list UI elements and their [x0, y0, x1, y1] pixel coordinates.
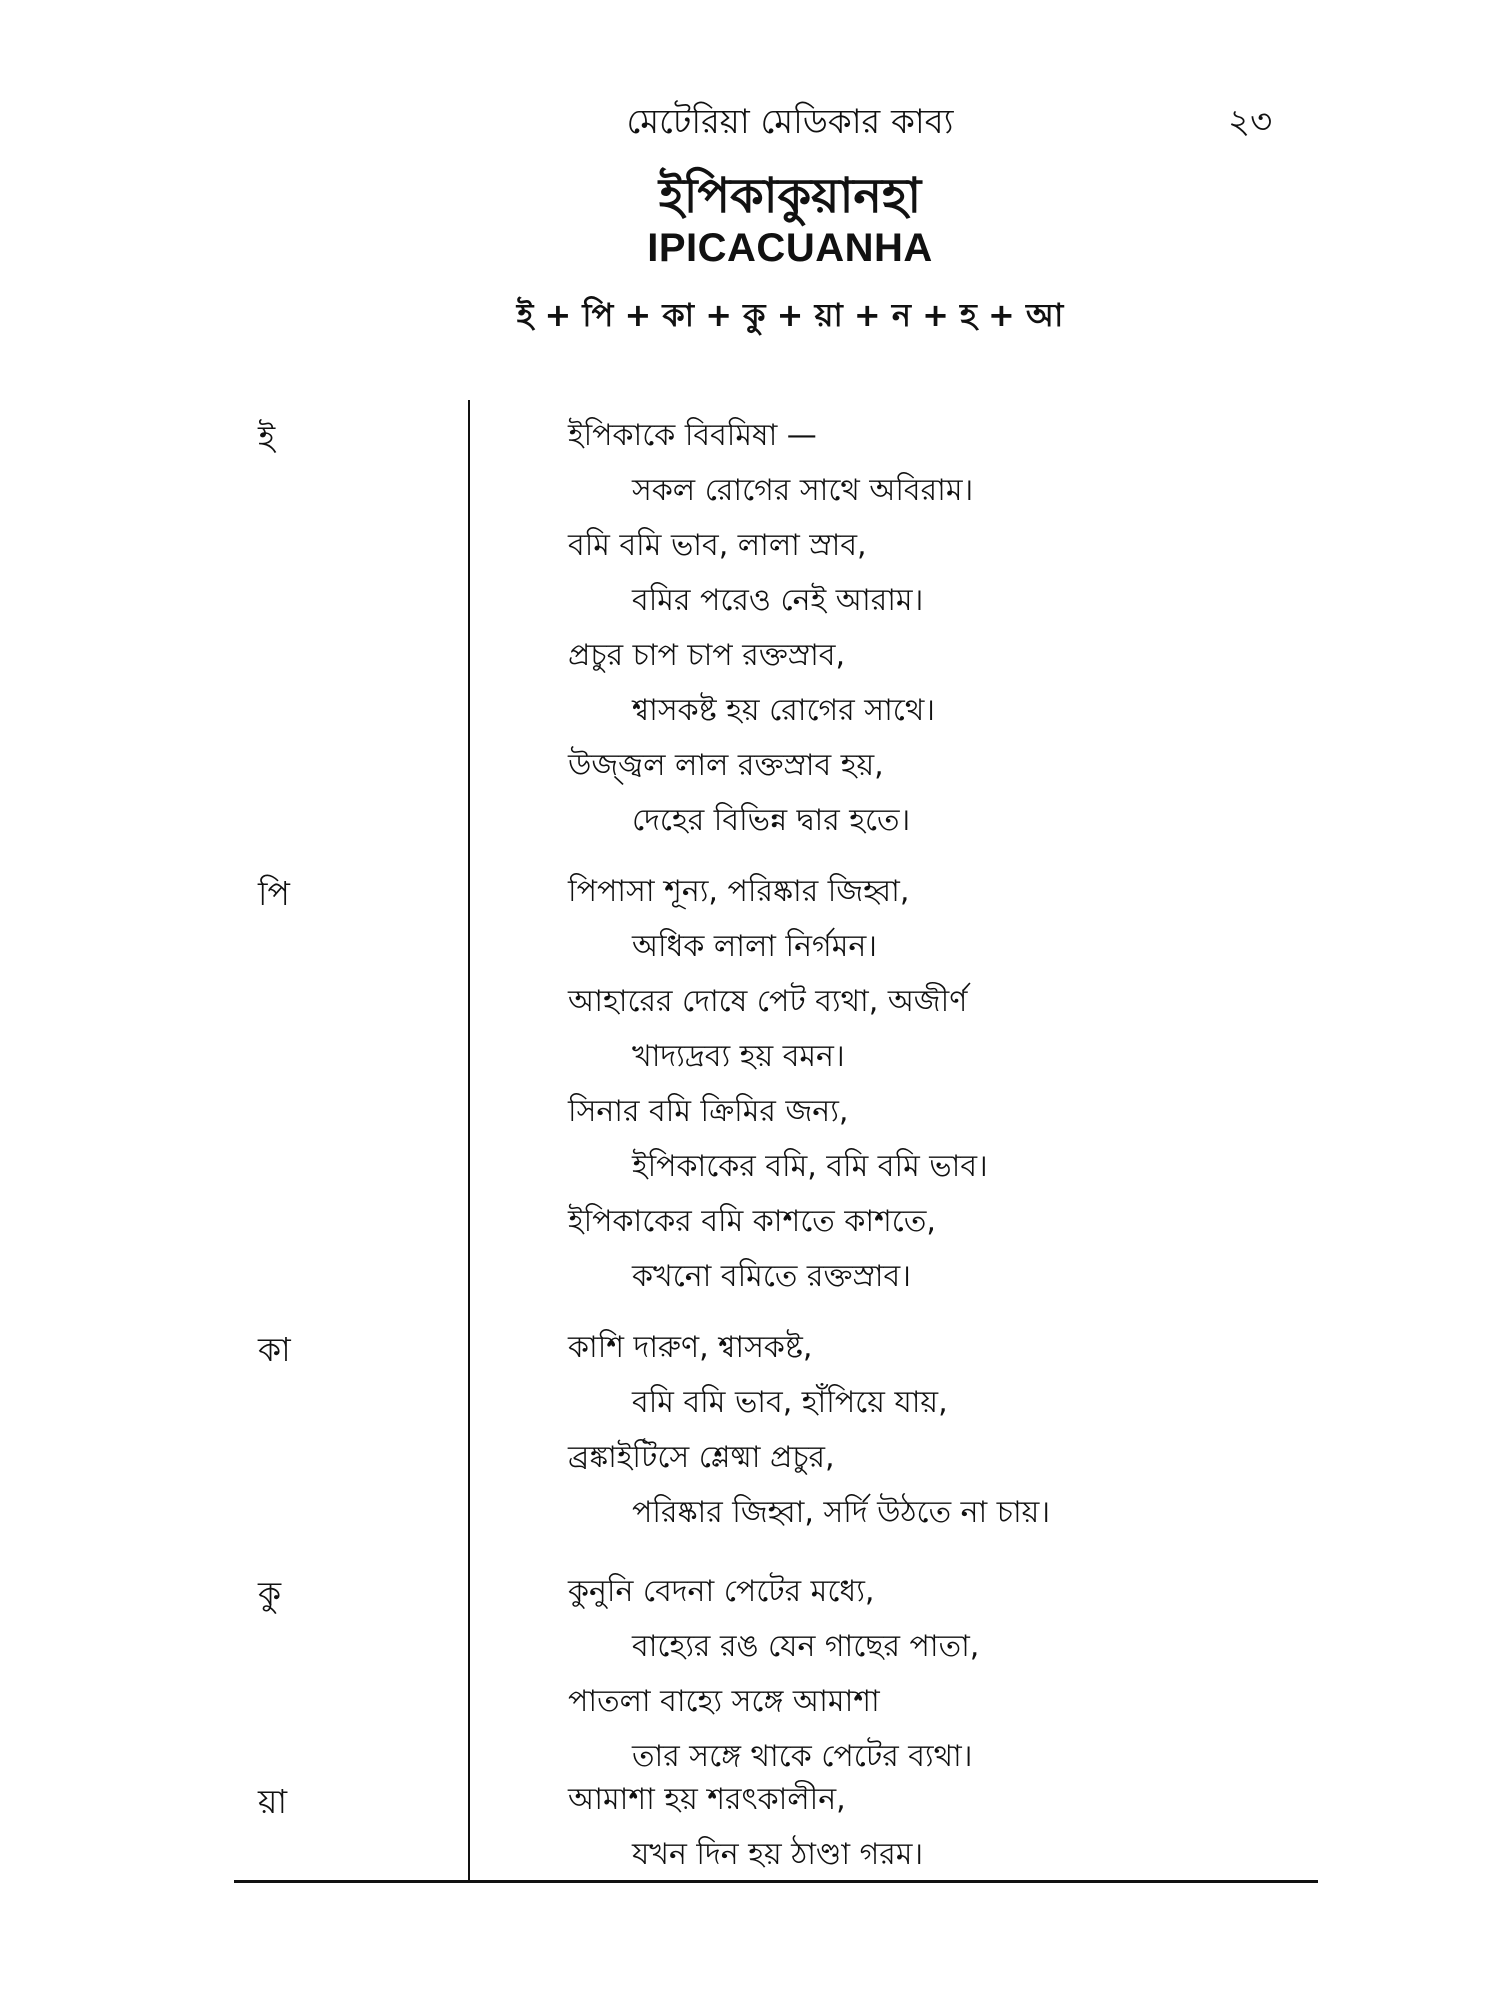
poem-line: খাদ্যদ্রব্য হয় বমন।: [632, 1039, 845, 1074]
letter-marker: ই: [258, 418, 276, 457]
poem-line: শ্বাসকষ্ট হয় রোগের সাথে।: [632, 693, 935, 728]
poem-line: ইপিকাকে বিবমিষা —: [568, 418, 817, 453]
running-title: মেটেরিয়া মেডিকার কাব্য: [626, 102, 954, 142]
poem-line: কখনো বমিতে রক্তস্রাব।: [632, 1259, 911, 1294]
poem-line: বাহ্যের রঙ যেন গাছের পাতা,: [632, 1629, 980, 1664]
letter-marker: কু: [258, 1574, 282, 1613]
poem-line: সকল রোগের সাথে অবিরাম।: [632, 473, 974, 508]
poem-line: আমাশা হয় শরৎকালীন,: [568, 1782, 846, 1817]
poem-line: পিপাসা শূন্য, পরিষ্কার জিহ্বা,: [568, 874, 910, 909]
letter-marker: কা: [258, 1330, 291, 1369]
column-divider: [468, 400, 470, 1882]
poem-line: অধিক লালা নির্গমন।: [632, 929, 877, 964]
poem-line: তার সঙ্গে থাকে পেটের ব্যথা।: [632, 1739, 973, 1774]
poem-line: ইপিকাকের বমি কাশতে কাশতে,: [568, 1204, 936, 1239]
title-decomposition: ই + পি + কা + কু + য়া + ন + হ + আ: [516, 296, 1064, 334]
poem-line: পরিষ্কার জিহ্বা, সর্দি উঠতে না চায়।: [632, 1495, 1051, 1530]
poem-line: কাশি দারুণ, শ্বাসকষ্ট,: [568, 1330, 813, 1365]
poem-line: প্রচুর চাপ চাপ রক্তস্রাব,: [568, 638, 846, 673]
bottom-rule: [234, 1880, 1318, 1883]
poem-line: আহারের দোষে পেট ব্যথা, অজীর্ণ: [568, 984, 968, 1019]
poem-line: সিনার বমি ক্রিমির জন্য,: [568, 1094, 849, 1129]
poem-line: বমি বমি ভাব, হাঁপিয়ে যায়,: [632, 1385, 948, 1420]
letter-marker: পি: [258, 874, 290, 913]
page-number: ২৩: [1228, 102, 1273, 142]
poem-line: উজ্জ্বল লাল রক্তস্রাব হয়,: [568, 748, 884, 783]
poem-line: কুনুনি বেদনা পেটের মধ্যে,: [568, 1574, 875, 1609]
poem-line: ইপিকাকের বমি, বমি বমি ভাব।: [632, 1149, 988, 1184]
letter-marker: য়া: [258, 1782, 288, 1821]
poem-line: বমি বমি ভাব, লালা স্রাব,: [568, 528, 867, 563]
poem-line: বমির পরেও নেই আরাম।: [632, 583, 924, 618]
poem-line: দেহের বিভিন্ন দ্বার হতে।: [632, 803, 911, 838]
page-title-bengali: ইপিকাকুয়ানহা: [658, 168, 922, 224]
page-title-english: IPICACUANHA: [647, 226, 933, 270]
poem-line: পাতলা বাহ্যে সঙ্গে আমাশা: [568, 1684, 880, 1719]
poem-line: ব্রঙ্কাইটিসে শ্লেষ্মা প্রচুর,: [568, 1440, 835, 1475]
poem-line: যখন দিন হয় ঠাণ্ডা গরম।: [632, 1837, 924, 1872]
